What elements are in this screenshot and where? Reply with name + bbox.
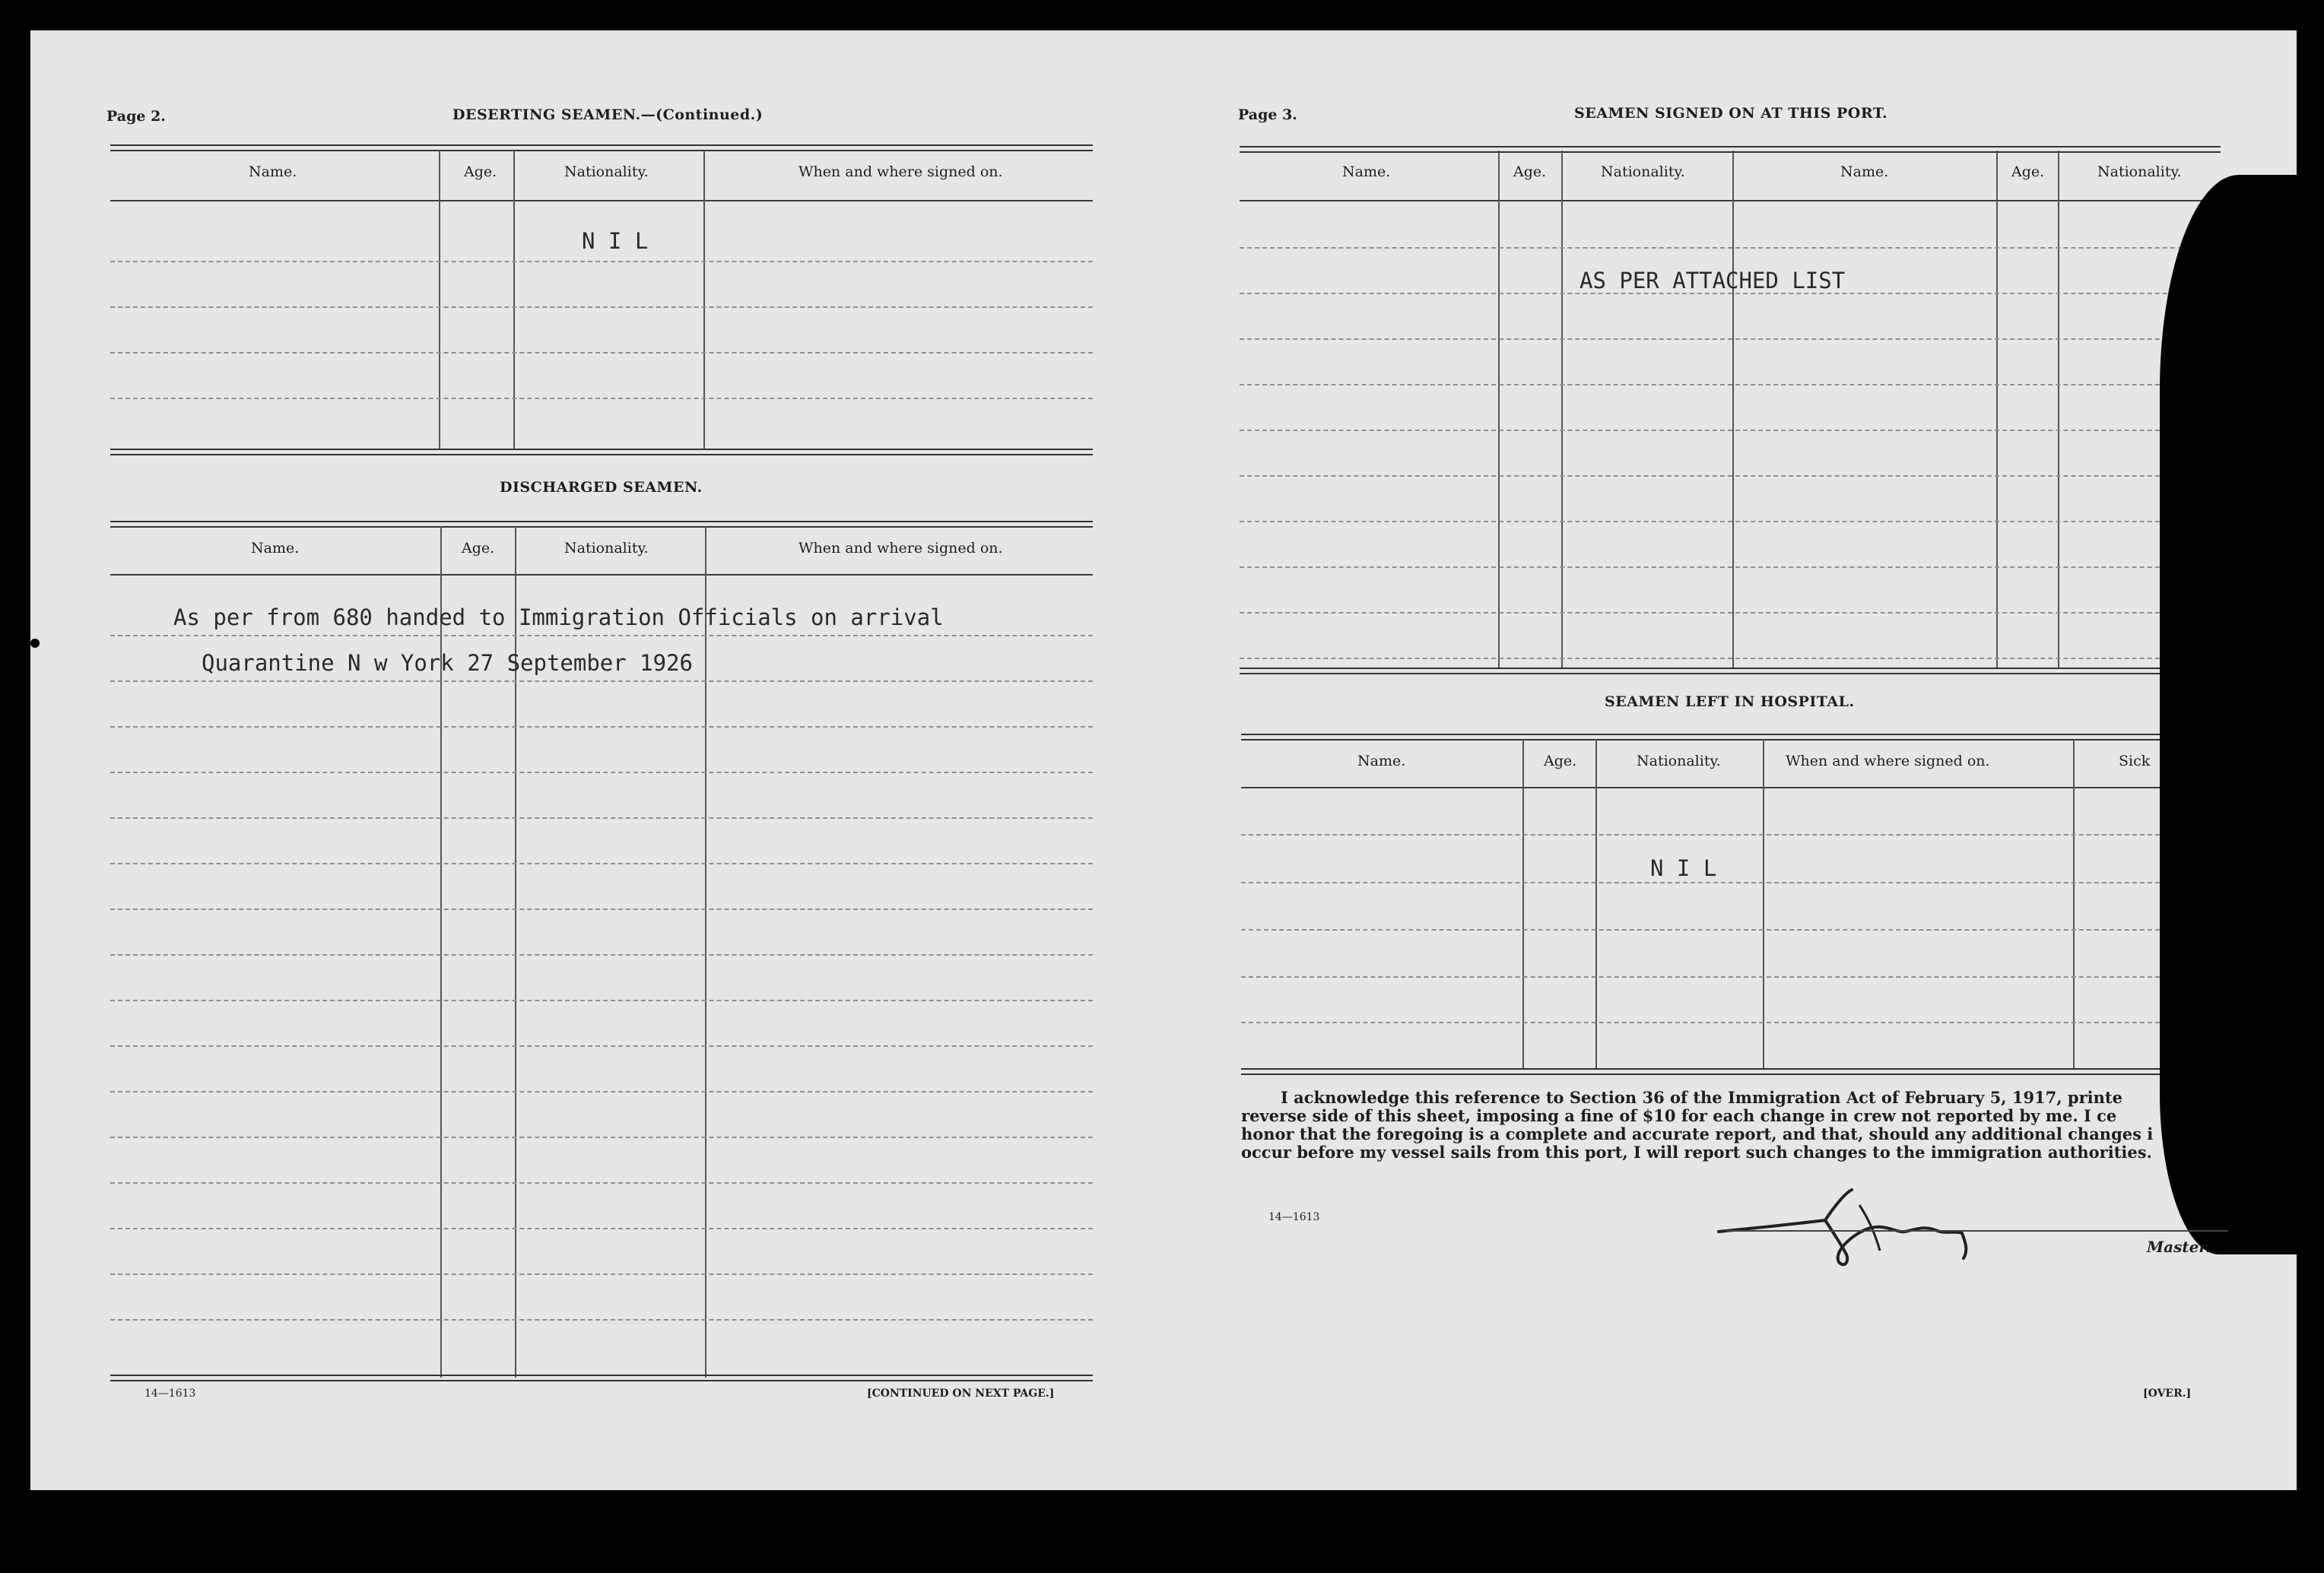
left-page-number: Page 2.	[106, 108, 166, 125]
discharged-heading: DISCHARGED SEAMEN.	[500, 479, 703, 496]
deserting-col-signed-on: When and where signed on.	[798, 163, 1003, 180]
discharged-row-rule	[110, 1045, 1093, 1047]
punch-hole	[30, 639, 40, 648]
master-label: Master.	[2147, 1238, 2211, 1256]
discharged-col-name: Name.	[251, 540, 300, 557]
signed-on-divider	[2058, 151, 2059, 668]
hospital-bottom-rule	[1241, 1068, 2221, 1075]
hospital-row-rule	[1241, 882, 2221, 883]
hospital-col-sick: Sick	[2119, 753, 2151, 769]
signed-on-heading: SEAMEN SIGNED ON AT THIS PORT.	[1574, 105, 1888, 122]
discharged-row-rule	[110, 1137, 1093, 1138]
deserting-col-nationality: Nationality.	[564, 163, 649, 180]
signed-on-top-rule	[1240, 146, 2221, 153]
discharged-row-rule	[110, 817, 1093, 819]
hospital-row-rule	[1241, 929, 2221, 931]
signed-on-row-rule	[1240, 658, 2221, 659]
signature-line	[1726, 1230, 2228, 1232]
signed-on-col-name: Name.	[1342, 163, 1391, 180]
right-page-number: Page 3.	[1238, 106, 1297, 123]
hospital-col-age: Age.	[1544, 753, 1577, 769]
discharged-top-rule	[110, 521, 1093, 528]
deserting-divider	[703, 151, 705, 449]
discharged-row-rule	[110, 863, 1093, 864]
hospital-row-rule	[1241, 1022, 2221, 1023]
ack-line-4: occur before my vessel sails from this port, I will report such changes to the immigration authorities.	[1241, 1143, 2152, 1162]
signed-on-row-rule	[1240, 338, 2221, 340]
hospital-col-nationality: Nationality.	[1637, 753, 1721, 769]
deserting-row-rule	[110, 306, 1093, 308]
deserting-heading: DESERTING SEAMEN.—(Continued.)	[452, 106, 764, 123]
hospital-col-name: Name.	[1357, 753, 1406, 769]
discharged-row-rule	[110, 1182, 1093, 1184]
hospital-divider	[1522, 739, 1524, 1070]
discharged-col-nationality: Nationality.	[564, 540, 649, 557]
signed-on-row-rule	[1240, 430, 2221, 431]
discharged-col-signed-on: When and where signed on.	[798, 540, 1003, 557]
discharged-entry-line2: Quarantine N w York 27 September 1926	[202, 650, 694, 676]
deserting-bottom-rule	[110, 449, 1093, 455]
discharged-row-rule	[110, 1319, 1093, 1321]
signed-on-row-rule	[1240, 293, 2221, 294]
continued-note: [CONTINUED ON NEXT PAGE.]	[867, 1387, 1055, 1400]
deserting-top-rule	[110, 144, 1093, 151]
deserting-col-name: Name.	[249, 163, 297, 180]
discharged-bottom-rule	[110, 1375, 1093, 1381]
right-form-number: 14—1613	[1268, 1211, 1320, 1223]
hospital-divider	[1763, 739, 1764, 1070]
hospital-col-signed-on: When and where signed on.	[1786, 753, 1990, 769]
deserting-row-rule	[110, 398, 1093, 399]
ack-line-1: I acknowledge this reference to Section 36 of the Immigration Act of February 5, 1917, printe	[1281, 1088, 2122, 1107]
signed-on-col-age: Age.	[1513, 163, 1547, 180]
signed-on-row-rule	[1240, 475, 2221, 477]
hospital-row-rule	[1241, 834, 2221, 836]
ack-line-3: honor that the foregoing is a complete and accurate report, and that, should any additional changes i	[1241, 1124, 2154, 1143]
signed-on-col-name-2: Name.	[1840, 163, 1889, 180]
master-signature-image	[1711, 1186, 2030, 1277]
deserting-divider	[439, 151, 440, 449]
left-form-number: 14—1613	[144, 1387, 196, 1400]
discharged-row-rule	[110, 772, 1093, 773]
discharged-row-rule	[110, 1228, 1093, 1229]
signed-on-row-rule	[1240, 521, 2221, 522]
discharged-row-rule	[110, 726, 1093, 728]
over-note: [OVER.]	[2143, 1387, 2192, 1400]
hospital-row-rule	[1241, 976, 2221, 978]
deserting-header-rule	[110, 200, 1093, 201]
signed-on-header-rule	[1240, 200, 2221, 201]
signed-on-row-rule	[1240, 384, 2221, 385]
signed-on-divider	[1732, 151, 1734, 668]
signed-on-col-nationality-2: Nationality.	[2097, 163, 2182, 180]
ack-line-2: reverse side of this sheet, imposing a fine of $10 for each change in crew not reported by me. I ce	[1241, 1106, 2117, 1125]
discharged-row-rule	[110, 680, 1093, 682]
discharged-header-rule	[110, 574, 1093, 576]
discharged-col-age: Age.	[462, 540, 495, 557]
signed-on-col-age-2: Age.	[2011, 163, 2045, 180]
hospital-divider	[2073, 739, 2075, 1070]
discharged-row-rule	[110, 635, 1093, 636]
deserting-nil-entry: N I L	[582, 228, 649, 254]
discharged-row-rule	[110, 1273, 1093, 1275]
acknowledgement-text	[1241, 1089, 2176, 1162]
discharged-row-rule	[110, 1091, 1093, 1093]
signed-on-divider	[1996, 151, 1998, 668]
discharged-row-rule	[110, 954, 1093, 956]
deserting-row-rule	[110, 352, 1093, 354]
deserting-divider	[513, 151, 515, 449]
signed-on-divider	[1498, 151, 1500, 668]
hospital-heading: SEAMEN LEFT IN HOSPITAL.	[1605, 693, 1855, 710]
hospital-nil-entry: N I L	[1650, 855, 1717, 881]
signed-on-row-rule	[1240, 612, 2221, 614]
hospital-divider	[1595, 739, 1597, 1070]
discharged-row-rule	[110, 909, 1093, 910]
signed-on-divider	[1561, 151, 1563, 668]
signed-on-bottom-rule	[1240, 668, 2221, 674]
deserting-col-age: Age.	[464, 163, 497, 180]
discharged-entry-line1: As per from 680 handed to Immigration Officials on arrival	[173, 604, 944, 630]
deserting-row-rule	[110, 261, 1093, 262]
signed-on-col-nationality: Nationality.	[1601, 163, 1685, 180]
signed-on-entry: AS PER ATTACHED LIST	[1579, 268, 1846, 293]
torn-page-edge	[2160, 175, 2324, 1254]
signed-on-row-rule	[1240, 247, 2221, 249]
signed-on-row-rule	[1240, 566, 2221, 568]
discharged-row-rule	[110, 1000, 1093, 1001]
discharged-divider	[705, 526, 706, 1378]
